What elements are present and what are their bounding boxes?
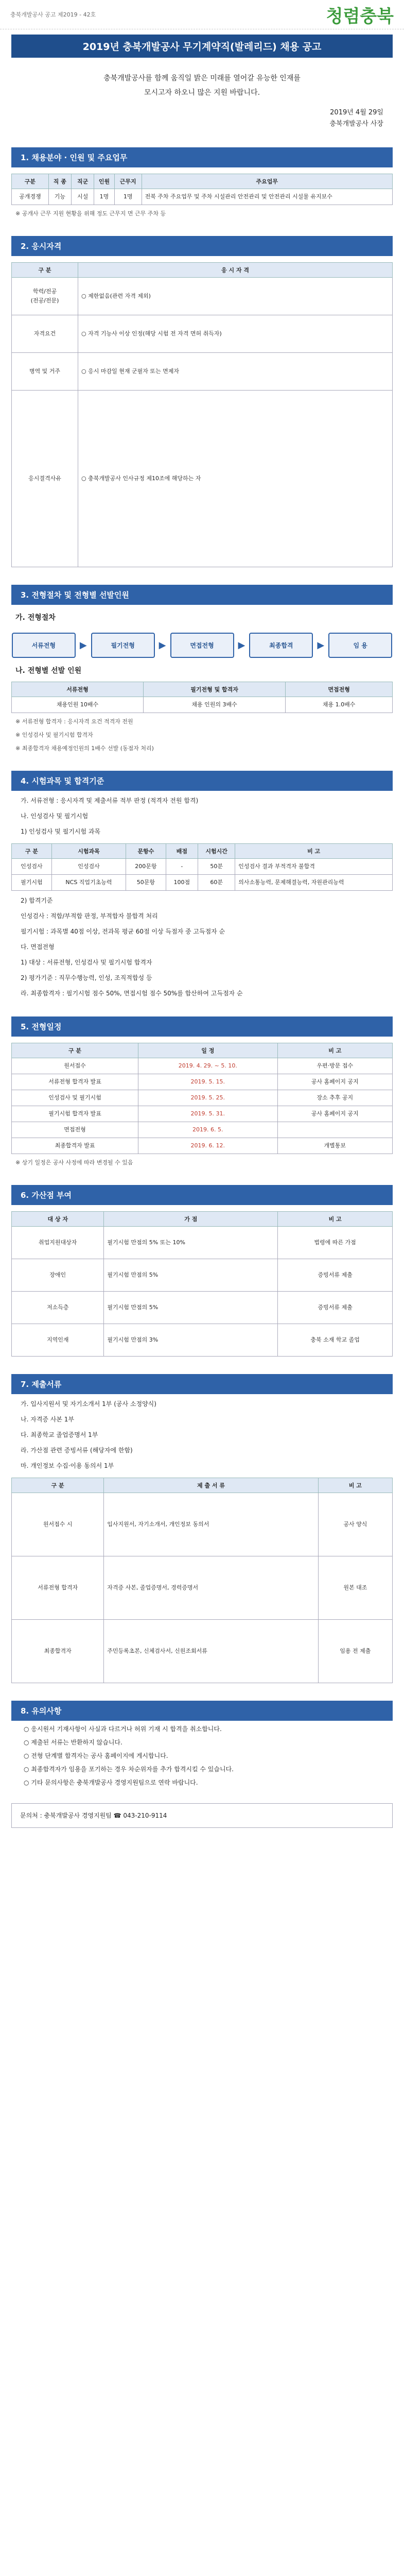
paragraph: 인성검사 : 적합/부적합 판정, 부적합자 불합격 처리 (21, 912, 158, 920)
flow-step: 최종합격 (249, 633, 313, 658)
paragraph: 1) 인성검사 및 필기시험 과목 (21, 828, 101, 835)
notice-item: ○ 최종합격자가 임용을 포기하는 경우 차순위자를 추가 합격시킬 수 있습니다. (24, 1766, 234, 1773)
intro-text: 충북개발공사를 함께 움직일 밝은 미래를 열어갈 유능한 인재를 모시고자 하오니 많은 지원 바랍니다. (103, 74, 301, 97)
contact-box: 문의처 : 충북개발공사 경영지원팀 ☎ 043-210-9114 (11, 1803, 393, 1828)
paragraph: 다. 최종학교 졸업증명서 1부 (21, 1431, 98, 1438)
note: ※ 상기 일정은 공사 사정에 따라 변경될 수 있음 (15, 1159, 133, 1166)
sub-heading: 나. 전형별 선발 인원 (15, 667, 82, 675)
paragraph: 1) 대상 : 서류전형, 인성검사 및 필기시험 합격자 (21, 959, 152, 966)
flow-step: 임 용 (328, 633, 392, 658)
notice-item: ○ 기타 문의사항은 충북개발공사 경영지원팀으로 연락 바랍니다. (24, 1779, 198, 1786)
bonus-table: 대 상 자 가 점 비 고 취업지원대상자 필기시험 만점의 5% 또는 10% 법령에 따른 가점 장애인 필기시험 만점의 5% 증빙서류 제출 저소득층 필기시험 만점의 5% 증빙서류 제출 지역인재 필기시험 만점의 3% 충북 소재 학교 졸업 (11, 1211, 393, 1357)
notice-date: 2019년 4월 29일 충북개발공사 사장 (329, 109, 383, 128)
paragraph: 라. 가산점 관련 증빙서류 (해당자에 한함) (21, 1447, 133, 1454)
note: ※ 최종합격자 채용예정인원의 1배수 선발 (동점자 처리) (15, 745, 154, 752)
clean-chungbuk-logo: 청렴충북 (326, 6, 394, 27)
section-8-heading: 8. 유의사항 (11, 1701, 393, 1721)
note: ※ 서류전형 합격자 : 응시자격 요건 적격자 전원 (15, 718, 133, 725)
paragraph: 마. 개인정보 수집·이용 동의서 1부 (21, 1462, 114, 1469)
flow-step: 면접전형 (170, 633, 234, 658)
section-4-heading: 4. 시험과목 및 합격기준 (11, 771, 393, 791)
process-flow (11, 633, 393, 658)
paragraph: 라. 최종합격자 : 필기시험 점수 50%, 면접시험 점수 50%를 합산하여 고득점자 순 (21, 990, 243, 997)
page-title: 2019년 충북개발공사 무기계약직(발레리드) 채용 공고 (11, 35, 393, 58)
paragraph: 2) 합격기준 (21, 897, 53, 904)
section-1-heading: 1. 채용분야 · 인원 및 주요업무 (11, 147, 393, 167)
section-7-heading: 7. 제출서류 (11, 1374, 393, 1394)
paragraph: 나. 자격증 사본 1부 (21, 1416, 75, 1423)
notice-item: ○ 전형 단계별 합격자는 공사 홈페이지에 게시합니다. (24, 1752, 168, 1759)
arrow-right-icon: ▶ (238, 640, 245, 651)
recruit-table: 구분 직 종 직군 인원 근무지 주요업무 공개경쟁 기능 시설 1명 1명 전북 주차 주요업무 및 주차 시설관리 안전관리 및 안전관리 시설물 유지보수 (11, 174, 393, 205)
flow-step: 서류전형 (12, 633, 76, 658)
note: ※ 공개사 근무 지원 현황을 위해 정도 근무지 면 근무 주차 등 (15, 210, 166, 217)
exam-table: 구 분 시험과목 문항수 배점 시험시간 비 고 인성검사 인성검사 200문항 - 50분 인성검사 결과 부적격자 불합격 필기시험 NCS 직업기초능력 50문항 100점 60분 의사소통능력, 문제해결능력, 자원관리능력 (11, 843, 393, 891)
paragraph: 가. 서류전형 : 응시자격 및 제출서류 적부 판정 (적격자 전원 합격) (21, 797, 199, 804)
section-5-heading: 5. 전형일정 (11, 1016, 393, 1037)
flow-step: 필기전형 (91, 633, 155, 658)
arrow-right-icon: ▶ (79, 640, 87, 651)
notice-item: ○ 응시원서 기재사항이 사실과 다르거나 허위 기재 시 합격을 취소합니다. (24, 1725, 222, 1733)
notice-number: 충북개발공사 공고 제2019 - 42호 (10, 11, 96, 18)
header (0, 0, 404, 29)
paragraph: 2) 평가기준 : 직무수행능력, 인성, 조직적합성 등 (21, 974, 152, 981)
sub-heading: 가. 전형절차 (15, 614, 56, 622)
notice-item: ○ 제출된 서류는 반환하지 않습니다. (24, 1739, 122, 1746)
paragraph: 가. 입사지원서 및 자기소개서 1부 (공사 소정양식) (21, 1400, 156, 1408)
section-3-heading: 3. 전형절차 및 전형별 선발인원 (11, 585, 393, 605)
arrow-right-icon: ▶ (317, 640, 325, 651)
documents-table: 구 분 제 출 서 류 비 고 원서접수 시 입사지원서, 자기소개서, 개인정보 동의서 공사 양식 서류전형 합격자 자격증 사본, 졸업증명서, 경력증명서 원본 대조 최종합격자 주민등록초본, 신체검사서, 신원조회서류 임용 전 제출 (11, 1478, 393, 1683)
note: ※ 인성검사 및 필기시험 합격자 (15, 732, 93, 738)
section-6-heading: 6. 가산점 부여 (11, 1185, 393, 1205)
selection-table: 서류전형 필기전형 및 합격자 면접전형 채용인원 10배수 채용 인원의 3배수 채용 1.0배수 (11, 682, 393, 713)
paragraph: 필기시험 : 과목별 40점 이상, 전과목 평균 60점 이상 득점자 중 고득점자 순 (21, 928, 225, 935)
paragraph: 나. 인성검사 및 필기시험 (21, 812, 89, 820)
qualification-table: 구 분 응 시 자 격 학력/전공 (전공/전문) ○ 제한없음(관련 자격 제외) 자격요건 ○ 자격 기능사 이상 인정(해당 시험 전 자격 면허 취득자) 병역 및 거주 ○ 응시 마감일 현재 군필자 또는 면제자 응시결격사유 ○ 충북개발공사 인사규정 제10조에 해당하는 자 (11, 262, 393, 567)
schedule-table: 구 분 일 정 비 고 원서접수 2019. 4. 29. ~ 5. 10. 우편·방문 접수 서류전형 합격자 발표 2019. 5. 15. 공사 홈페이지 공지 인성검사 및 필기시험 2019. 5. 25. 장소 추후 공지 필기시험 합격자 발표 2019. 5. 31. 공사 홈페이지 공지 면접전형 2019. 6. 5. 최종합격자 발표 2019. 6. 12. 개별통보 (11, 1043, 393, 1154)
arrow-right-icon: ▶ (159, 640, 166, 651)
section-2-heading: 2. 응시자격 (11, 236, 393, 256)
paragraph: 다. 면접전형 (21, 943, 55, 951)
